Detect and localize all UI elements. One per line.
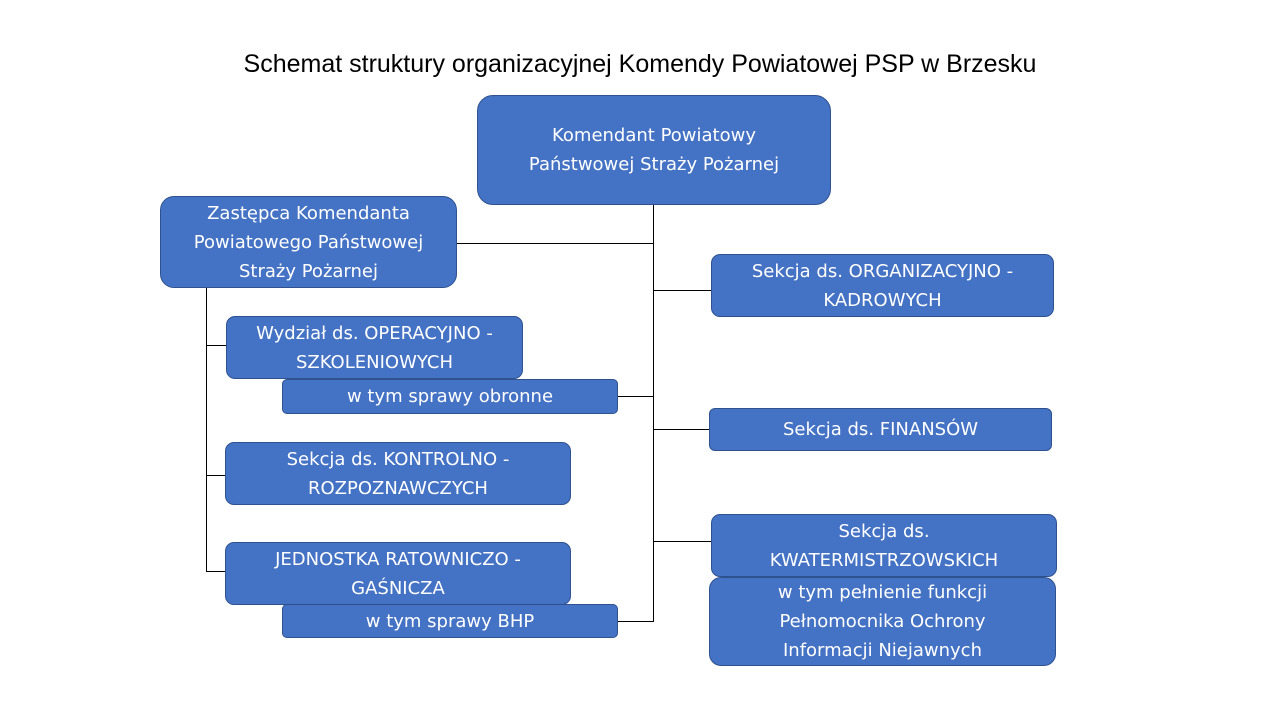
connector-defense: [617, 396, 653, 397]
connector-rescue-unit: [206, 571, 225, 572]
connector-bhp: [617, 621, 654, 622]
connector-finance: [653, 429, 709, 430]
deputy-trunk-line: [206, 287, 207, 572]
chart-title: Schemat struktury organizacyjnej Komendy Powiatowej PSP w Brzesku: [243, 50, 1037, 78]
node-finance: Sekcja ds. FINANSÓW: [709, 408, 1052, 451]
connector-deputy: [457, 243, 653, 244]
node-classified-info: w tym pełnienie funkcji Pełnomocnika Ochrony Informacji Niejawnych: [709, 577, 1056, 666]
node-rescue-unit: JEDNOSTKA RATOWNICZO - GAŚNICZA: [225, 542, 571, 605]
node-org-personnel: Sekcja ds. ORGANIZACYJNO - KADROWYCH: [711, 254, 1054, 317]
connector-operational: [206, 345, 226, 346]
node-bhp: w tym sprawy BHP: [282, 604, 618, 638]
node-operational: Wydział ds. OPERACYJNO - SZKOLENIOWYCH: [226, 316, 523, 379]
node-deputy: Zastępca Komendanta Powiatowego Państwowej Straży Pożarnej: [160, 196, 457, 288]
connector-quartermaster: [653, 541, 711, 542]
node-defense: w tym sprawy obronne: [282, 379, 618, 414]
node-quartermaster: Sekcja ds. KWATERMISTRZOWSKICH: [711, 514, 1057, 577]
connector-org-personnel: [653, 290, 711, 291]
main-trunk-line: [653, 204, 654, 622]
node-control: Sekcja ds. KONTROLNO - ROZPOZNAWCZYCH: [225, 442, 571, 505]
node-commander: Komendant Powiatowy Państwowej Straży Pożarnej: [477, 95, 831, 205]
connector-control: [206, 475, 225, 476]
